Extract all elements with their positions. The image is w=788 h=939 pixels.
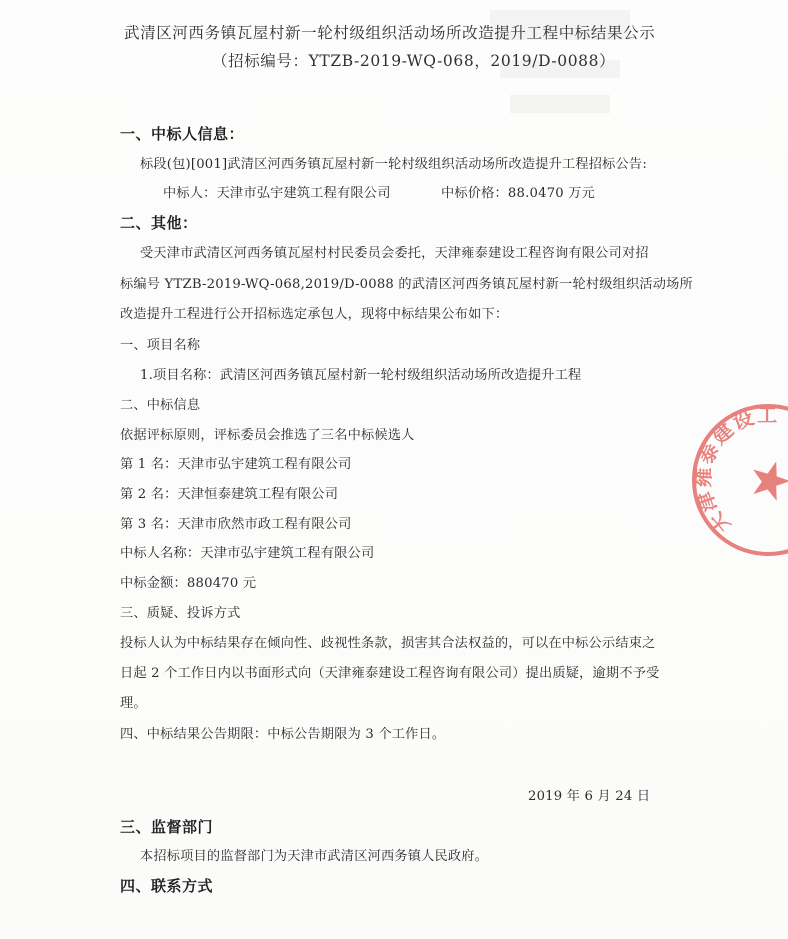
candidate-2: 第 2 名：天津恒泰建筑工程有限公司 bbox=[120, 487, 339, 502]
section3-heading: 三、监督部门 bbox=[120, 818, 214, 836]
document-date: 2019 年 6 月 24 日 bbox=[528, 789, 651, 804]
section2-heading: 二、其他： bbox=[120, 214, 198, 232]
document-title: 武清区河西务镇瓦屋村新一轮村级组织活动场所改造提升工程中标结果公示 bbox=[124, 24, 656, 42]
item2-heading: 二、中标信息 bbox=[120, 398, 201, 413]
item3-line3: 理。 bbox=[120, 696, 147, 711]
company-seal-stamp bbox=[688, 400, 788, 560]
item4-deadline: 四、中标结果公告期限：中标公告期限为 3 个工作日。 bbox=[120, 727, 446, 742]
section1-winner: 中标人：天津市弘宇建筑工程有限公司 bbox=[163, 186, 391, 201]
star-icon bbox=[742, 453, 788, 507]
bleed-through-mark bbox=[480, 0, 640, 140]
section1-tender-line: 标段(包)[001]武清区河西务镇瓦屋村新一轮村级组织活动场所改造提升工程招标公告: bbox=[140, 157, 647, 172]
winner-amount: 中标金额：880470 元 bbox=[120, 576, 257, 591]
document-subtitle: （招标编号：YTZB-2019-WQ-068，2019/D-0088） bbox=[212, 52, 616, 70]
section1-heading: 一、中标人信息： bbox=[120, 125, 245, 143]
section1-price: 中标价格：88.0470 万元 bbox=[441, 186, 596, 201]
section3-text: 本招标项目的监督部门为天津市武清区河西务镇人民政府。 bbox=[140, 849, 489, 864]
candidate-3: 第 3 名：天津市欣然市政工程有限公司 bbox=[120, 517, 352, 532]
item1-heading: 一、项目名称 bbox=[120, 338, 201, 353]
item2-intro: 依据评标原则，评标委员会推选了三名中标候选人 bbox=[120, 428, 415, 443]
section2-para-line3: 改造提升工程进行公开招标选定承包人，现将中标结果公布如下： bbox=[120, 307, 509, 322]
section2-para-line1: 受天津市武清区河西务镇瓦屋村村民委员会委托，天津雍泰建设工程咨询有限公司对招 bbox=[140, 246, 649, 261]
item3-heading: 三、质疑、投诉方式 bbox=[120, 606, 241, 621]
candidate-1: 第 1 名：天津市弘宇建筑工程有限公司 bbox=[120, 457, 352, 472]
item3-line2: 日起 2 个工作日内以书面形式向（天津雍泰建设工程咨询有限公司）提出质疑，逾期不予受 bbox=[120, 666, 660, 681]
item1-project-name: 1.项目名称：武清区河西务镇瓦屋村新一轮村级组织活动场所改造提升工程 bbox=[140, 368, 582, 383]
seal-text: 天津雍泰建设工 bbox=[690, 402, 780, 539]
winner-name: 中标人名称：天津市弘宇建筑工程有限公司 bbox=[120, 546, 375, 561]
item3-line1: 投标人认为中标结果存在倾向性、歧视性条款，损害其合法权益的，可以在中标公示结束之 bbox=[120, 636, 656, 651]
section2-para-line2: 标编号 YTZB-2019-WQ-068,2019/D-0088 的武清区河西务镇瓦屋村新一轮村级组织活动场所 bbox=[120, 277, 693, 292]
section4-heading: 四、联系方式 bbox=[120, 877, 214, 895]
